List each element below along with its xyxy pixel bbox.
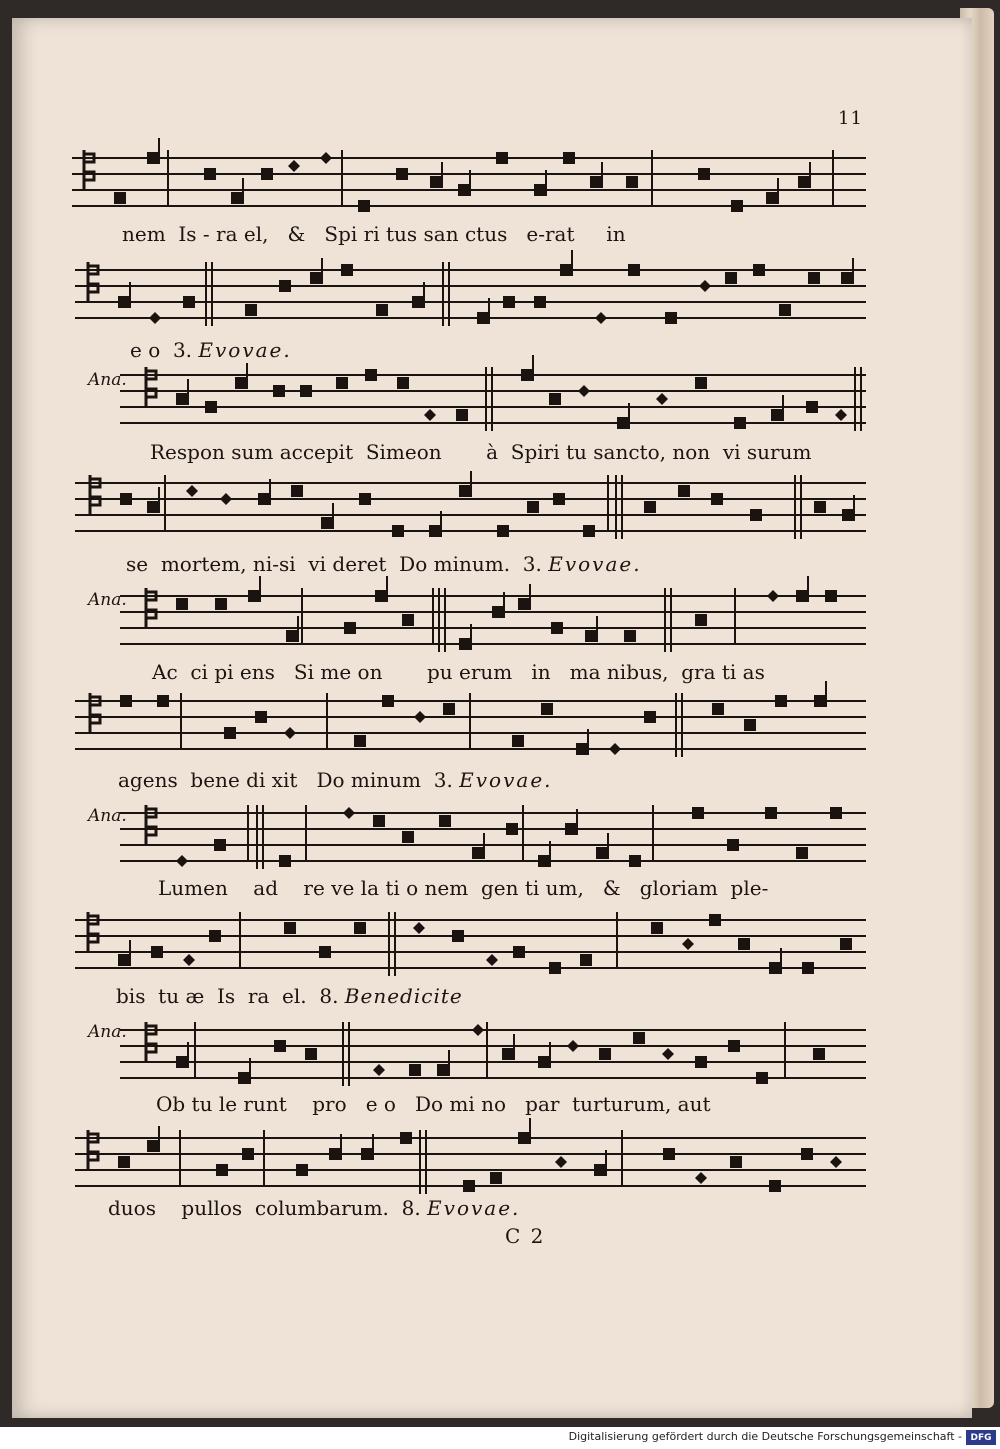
lyric-line: Respon sum accepit Simeon à Spiri tu sancto, non vi surum [150,440,812,464]
clef-icon [146,1022,156,1062]
square-note-icon [492,606,504,618]
diamond-note-icon [699,280,711,292]
square-note-icon [549,962,561,974]
square-note-icon [840,938,852,950]
square-note-icon [565,823,577,835]
square-note-icon [358,200,370,212]
square-note-icon [216,1164,228,1176]
clef-icon [146,588,156,628]
square-note-icon [430,176,442,188]
diamond-note-icon [186,485,198,497]
diamond-note-icon [284,727,296,739]
square-note-icon [118,296,130,308]
square-note-icon [319,946,331,958]
square-note-icon [560,264,572,276]
square-note-icon [644,711,656,723]
square-note-icon [798,176,810,188]
square-note-icon [439,815,451,827]
staff-6-svg [0,693,1000,773]
square-note-icon [830,807,842,819]
square-note-icon [753,264,765,276]
square-note-icon [766,192,778,204]
square-note-icon [628,264,640,276]
diamond-note-icon [767,590,779,602]
square-note-icon [651,922,663,934]
square-note-icon [617,417,629,429]
diamond-note-icon [320,152,332,164]
square-note-icon [801,1148,813,1160]
square-note-icon [215,598,227,610]
staff-6 [0,693,1000,773]
square-note-icon [261,168,273,180]
square-note-icon [248,590,260,602]
square-note-icon [255,711,267,723]
staff-2 [0,262,1000,342]
square-note-icon [738,938,750,950]
square-note-icon [176,598,188,610]
square-note-icon [359,493,371,505]
lyric-line: Lumen ad re ve la ti o nem gen ti um, & gloriam ple- [158,876,769,900]
benedicite-cue: Benedicite [344,984,463,1008]
clef-icon [88,912,98,952]
diamond-note-icon [830,1156,842,1168]
square-note-icon [580,954,592,966]
square-note-icon [118,1156,130,1168]
square-note-icon [644,501,656,513]
square-note-icon [273,385,285,397]
square-note-icon [626,176,638,188]
square-note-icon [506,823,518,835]
clef-icon [88,1130,98,1170]
lyric-text: duos pullos columbarum. 8. [108,1196,421,1220]
square-note-icon [594,1164,606,1176]
square-note-icon [310,272,322,284]
square-note-icon [205,401,217,413]
square-note-icon [563,152,575,164]
square-note-icon [382,695,394,707]
square-note-icon [518,1132,530,1144]
square-note-icon [456,409,468,421]
diamond-note-icon [609,743,621,755]
square-note-icon [279,280,291,292]
square-note-icon [583,525,595,537]
square-note-icon [392,525,404,537]
square-note-icon [633,1032,645,1044]
staff-5-svg [0,588,1000,668]
square-note-icon [279,855,291,867]
square-note-icon [534,184,546,196]
square-note-icon [599,1048,611,1060]
square-note-icon [214,839,226,851]
square-note-icon [596,847,608,859]
square-note-icon [118,954,130,966]
square-note-icon [373,815,385,827]
square-note-icon [224,727,236,739]
diamond-note-icon [183,954,195,966]
clef-icon [146,367,156,407]
square-note-icon [336,377,348,389]
staff-5 [0,588,1000,668]
square-note-icon [472,847,484,859]
diamond-note-icon [682,938,694,950]
square-note-icon [624,630,636,642]
page-number: 11 [838,108,863,129]
square-note-icon [802,962,814,974]
staff-9-svg [0,1022,1000,1102]
lyric-text: bis tu æ Is ra el. 8. [116,984,339,1008]
staff-3 [0,367,1000,447]
square-note-icon [553,493,565,505]
evovae-cue: Evovae. [427,1196,521,1220]
square-note-icon [709,914,721,926]
square-note-icon [329,1148,341,1160]
lyric-line: nem Is - ra el, & Spi ri tus san ctus e-rat in [122,222,626,246]
square-note-icon [120,695,132,707]
square-note-icon [341,264,353,276]
square-note-icon [728,1040,740,1052]
square-note-icon [354,735,366,747]
diamond-note-icon [343,807,355,819]
square-note-icon [376,304,388,316]
square-note-icon [375,590,387,602]
diamond-note-icon [414,711,426,723]
square-note-icon [814,695,826,707]
clef-icon [146,805,156,845]
lyric-line [118,768,553,792]
evovae-cue: Evovae. [459,768,553,792]
staff-1 [0,150,1000,230]
square-note-icon [147,152,159,164]
staff-4-svg [0,475,1000,555]
digitization-credit: Digitalisierung gefördert durch die Deutsche Forschungsgemeinschaft - [568,1430,962,1443]
lyric-line: Ob tu le runt pro e o Do mi no par turturum, aut [156,1092,711,1116]
staff-7 [0,805,1000,885]
antiphon-label: Ana. [88,806,127,826]
square-note-icon [443,703,455,715]
square-note-icon [814,501,826,513]
square-note-icon [402,831,414,843]
staff-9 [0,1022,1000,1102]
square-note-icon [576,743,588,755]
square-note-icon [183,296,195,308]
square-note-icon [147,1140,159,1152]
lyric-line [108,1196,520,1220]
square-note-icon [796,847,808,859]
square-note-icon [513,946,525,958]
square-note-icon [779,304,791,316]
square-note-icon [458,184,470,196]
square-note-icon [396,168,408,180]
antiphon-label: Ana. [88,590,127,610]
diamond-note-icon [373,1064,385,1076]
square-note-icon [305,1048,317,1060]
lyric-line [130,338,292,362]
square-note-icon [538,1056,550,1068]
square-note-icon [209,930,221,942]
staff-3-svg [0,367,1000,447]
square-note-icon [730,1156,742,1168]
square-note-icon [151,946,163,958]
staff-8 [0,912,1000,992]
square-note-icon [321,517,333,529]
square-note-icon [286,630,298,642]
diamond-note-icon [656,393,668,405]
square-note-icon [585,630,597,642]
square-note-icon [429,525,441,537]
square-note-icon [663,1148,675,1160]
square-note-icon [400,1132,412,1144]
lyric-line [126,552,642,576]
square-note-icon [731,200,743,212]
diamond-note-icon [578,385,590,397]
square-note-icon [711,493,723,505]
staff-2-svg [0,262,1000,342]
square-note-icon [242,1148,254,1160]
square-note-icon [813,1048,825,1060]
square-note-icon [534,296,546,308]
square-note-icon [765,807,777,819]
clef-icon [88,262,98,302]
diamond-note-icon [149,312,161,324]
evovae-cue: Evovae. [198,338,292,362]
square-note-icon [397,377,409,389]
antiphon-label: Ana. [88,1022,127,1042]
square-note-icon [727,839,739,851]
square-note-icon [176,393,188,405]
square-note-icon [549,393,561,405]
square-note-icon [245,304,257,316]
diamond-note-icon [695,1172,707,1184]
square-note-icon [235,377,247,389]
dfg-logo: DFG [966,1430,996,1445]
square-note-icon [114,192,126,204]
diamond-note-icon [220,493,232,505]
square-note-icon [147,501,159,513]
square-note-icon [512,735,524,747]
staff-1-svg [0,150,1000,230]
square-note-icon [437,1064,449,1076]
square-note-icon [157,695,169,707]
square-note-icon [769,1180,781,1192]
square-note-icon [695,1056,707,1068]
square-note-icon [502,1048,514,1060]
square-note-icon [452,930,464,942]
diamond-note-icon [567,1040,579,1052]
square-note-icon [409,1064,421,1076]
lyric-line [116,984,463,1008]
square-note-icon [698,168,710,180]
square-note-icon [841,272,853,284]
clef-icon [90,475,100,515]
square-note-icon [521,369,533,381]
lyric-text: agens bene di xit Do minum 3. [118,768,453,792]
square-note-icon [496,152,508,164]
square-note-icon [527,501,539,513]
square-note-icon [725,272,737,284]
square-note-icon [771,409,783,421]
diamond-note-icon [595,312,607,324]
square-note-icon [551,622,563,634]
diamond-note-icon [555,1156,567,1168]
square-note-icon [344,622,356,634]
square-note-icon [712,703,724,715]
square-note-icon [412,296,424,308]
square-note-icon [518,598,530,610]
square-note-icon [695,614,707,626]
diamond-note-icon [486,954,498,966]
diamond-note-icon [662,1048,674,1060]
staff-7-svg [0,805,1000,885]
square-note-icon [796,590,808,602]
diamond-note-icon [424,409,436,421]
square-note-icon [463,1180,475,1192]
diamond-note-icon [413,922,425,934]
square-note-icon [176,1056,188,1068]
square-note-icon [258,493,270,505]
square-note-icon [842,509,854,521]
square-note-icon [274,1040,286,1052]
square-note-icon [490,1172,502,1184]
square-note-icon [541,703,553,715]
square-note-icon [692,807,704,819]
square-note-icon [238,1072,250,1084]
antiphon-label: Ana. [88,370,127,390]
square-note-icon [361,1148,373,1160]
square-note-icon [291,485,303,497]
square-note-icon [775,695,787,707]
square-note-icon [503,296,515,308]
square-note-icon [769,962,781,974]
square-note-icon [629,855,641,867]
square-note-icon [459,638,471,650]
square-note-icon [538,855,550,867]
square-note-icon [734,417,746,429]
square-note-icon [296,1164,308,1176]
square-note-icon [204,168,216,180]
square-note-icon [459,485,471,497]
square-note-icon [808,272,820,284]
clef-icon [90,693,100,733]
diamond-note-icon [472,1024,484,1036]
lyric-line: Ac ci pi ens Si me on pu erum in ma nibus, gra ti as [152,660,765,684]
square-note-icon [750,509,762,521]
lyric-text: e o 3. [130,338,193,362]
staff-4 [0,475,1000,555]
diamond-note-icon [288,160,300,172]
square-note-icon [497,525,509,537]
square-note-icon [756,1072,768,1084]
square-note-icon [665,312,677,324]
square-note-icon [354,922,366,934]
square-note-icon [120,493,132,505]
square-note-icon [590,176,602,188]
square-note-icon [402,614,414,626]
square-note-icon [695,377,707,389]
square-note-icon [477,312,489,324]
square-note-icon [284,922,296,934]
evovae-cue: Evovae. [548,552,642,576]
staff-8-svg [0,912,1000,992]
diamond-note-icon [176,855,188,867]
square-note-icon [744,719,756,731]
square-note-icon [806,401,818,413]
square-note-icon [300,385,312,397]
diamond-note-icon [835,409,847,421]
square-note-icon [678,485,690,497]
clef-icon [84,150,94,190]
signature-mark: C 2 [505,1224,546,1248]
square-note-icon [365,369,377,381]
square-note-icon [825,590,837,602]
lyric-text: se mortem, ni-si vi deret Do minum. 3. [126,552,542,576]
square-note-icon [231,192,243,204]
